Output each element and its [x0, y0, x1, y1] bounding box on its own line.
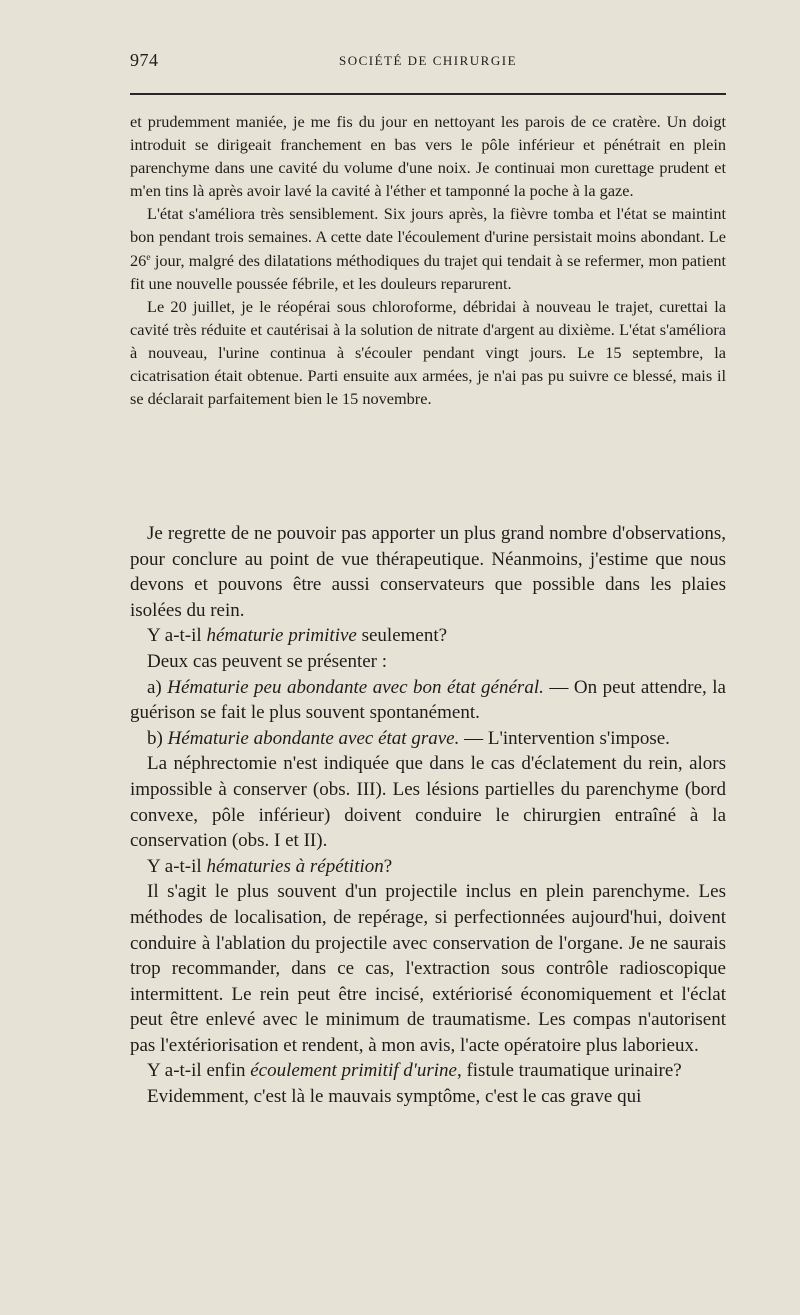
- case-paragraph-2-end: jour, malgré des dilatations méthodiques du trajet qui tendait à se refermer, mon patient fit une nouvelle poussée fébrile, et les douleurs reparurent.: [130, 250, 726, 293]
- running-title: SOCIÉTÉ DE CHIRURGIE: [338, 53, 518, 68]
- case-b-paragraph: [130, 726, 726, 752]
- question-1-term: hématurie primitive: [206, 625, 357, 647]
- question-2-lead: Y a-t-il: [147, 855, 207, 877]
- case-paragraph-1: et prudemment maniée, je me fis du jour en nettoyant les parois de ce cratère. Un doigt introduit se dirigeait franchement en bas vers le pôle inférieur et pénétrait en plein parenchyme dans une cavité du volume d'une noix. Je continuai mon curettage prudent et m'en tins là après avoir lavé la cavité à l'éther et tamponné la poche à la gaze.: [130, 112, 726, 201]
- case-paragraph-2-start: L'état s'améliora très sensiblement. Six jours après, la fièvre tomba et l'état se maintint bon pendant trois semaines. A cette date l'écoulement d'urine persistait moins abondant. Le 26: [130, 204, 726, 270]
- question-1-lead: Y a-t-il: [147, 625, 207, 647]
- case-paragraph-3: Le 20 juillet, je le réopérai sous chloroforme, débridai à nouveau le trajet, curettai la cavité très réduite et cautérisai à la solution de nitrate d'argent au dixième. L'état s'améliora à nouveau, l'urine continua à s'écouler pendant vingt jours. Le 15 septembre, la cicatrisation était obtenue. Parti ensuite aux armées, je n'ai pas pu suivre ce blessé, mais il se déclarait parfaitement bien le 15 novembre.: [130, 296, 726, 409]
- question-3-term: écoulement primitif d'urine: [250, 1060, 457, 1082]
- page-header: [130, 50, 726, 76]
- question-2-term: hématuries à répétition: [206, 855, 384, 877]
- intro-paragraph: Je regrette de ne pouvoir pas apporter un plus grand nombre d'observations, pour conclure au point de vue thérapeutique. Néanmoins, j'estime que nous devons et pouvons être aussi conservateurs que possible dans les plaies isolées du rein.: [130, 523, 726, 621]
- question-3-lead: Y a-t-il enfin: [147, 1060, 251, 1082]
- case-report-block: [130, 110, 726, 410]
- question-urine-flow: [130, 1058, 726, 1084]
- case-a-term: Hématurie peu abondante avec bon état général.: [167, 676, 544, 698]
- case-b-text: — L'intervention s'impose.: [459, 727, 670, 749]
- closing-paragraph: Evidemment, c'est là le mauvais symptôme, c'est le cas grave qui: [147, 1086, 642, 1108]
- question-3-tail: , fistule traumatique urinaire?: [456, 1060, 682, 1082]
- nephrectomy-paragraph: La néphrectomie n'est indiquée que dans le cas d'éclatement du rein, alors impossible à conserver (obs. III). Les lésions partielles du parenchyme (bord convexe, pôle inférieur) doivent conduire le chirurgien entraîné à la conservation (obs. I et II).: [130, 753, 726, 852]
- ordinal-superscript: e: [146, 251, 151, 263]
- case-b-label: b): [147, 727, 168, 749]
- header-rule: [130, 93, 726, 95]
- case-b-term: Hématurie abondante avec état grave.: [167, 727, 460, 749]
- case-paragraph-2: [130, 202, 726, 294]
- case-a-text: — On peut attendre, la guérison se fait le plus souvent spontanément.: [130, 676, 726, 724]
- discussion-block: [130, 521, 726, 1110]
- question-1-tail: seulement?: [356, 625, 448, 647]
- page-number: 974: [130, 50, 159, 70]
- case-a-paragraph: [130, 675, 726, 726]
- two-cases-paragraph: Deux cas peuvent se présenter :: [147, 650, 388, 672]
- case-a-label: a): [147, 676, 168, 698]
- projectile-paragraph: Il s'agit le plus souvent d'un projectile inclus en plein parenchyme. Les méthodes de localisation, de repérage, si perfectionnées aujourd'hui, doivent conduire à l'ablation du projectile avec conservation de l'organe. Je ne saurais trop recommander, dans ce cas, l'extraction sous contrôle radioscopique intermittent. Le rein peut être incisé, extériorisé économiquement et l'éclat peut être enlevé avec le minimum de traumatisme. Les compas n'autorisent pas l'extériorisation et rendent, à mon avis, l'acte opératoire plus laborieux.: [130, 881, 726, 1056]
- question-primary-hematuria: [130, 623, 726, 649]
- question-2-tail: ?: [383, 855, 393, 877]
- question-repeated-hematuria: [130, 854, 726, 880]
